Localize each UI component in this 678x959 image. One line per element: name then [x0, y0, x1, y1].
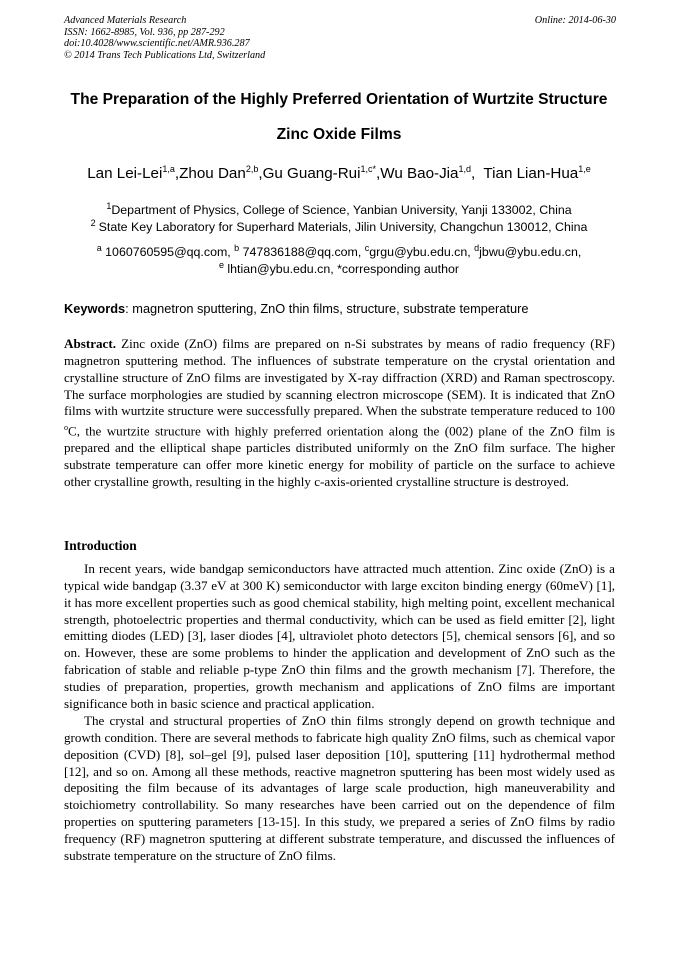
journal-name: Advanced Materials Research	[64, 15, 187, 26]
introduction-paragraph-1: In recent years, wide bandgap semiconductors have attracted much attention. Zinc oxide (ZnO) is a typical wide bandgap (3.37 eV at 300 K) semiconductor with large exciton binding energy (60meV) [1], it has more excellent properties such as good chemical stability, high melting point, excellent mechanical strength, photoelectric properties and thermal conductivity, which can be used as field emitter [2], light emitting diodes (LED) [3], laser diodes [4], ultraviolet photo detectors [5], chemical sensors [6], and so on. However, these are some problems to hinder the application and development of ZnO such as the fabrication of stable and reliable p-type ZnO thin films and the growth mechanism [7]. Therefore, the studies of preparation, properties, growth mechanism and applications of ZnO films are important significance both in basic science and practical application.	[64, 561, 615, 711]
issn-line: ISSN: 1662-8985, Vol. 936, pp 287-292	[64, 26, 225, 38]
copyright-line: © 2014 Trans Tech Publications Ltd, Switzerland	[64, 49, 266, 61]
email-marker: e	[218, 259, 224, 270]
email-address: 1060760595@qq.com,	[105, 245, 235, 259]
author-affiliation-marker: 1,c*	[360, 163, 377, 174]
paper-title-line-2: Zinc Oxide Films	[276, 126, 402, 143]
keywords-text: : magnetron sputtering, ZnO thin films, structure, substrate temperature	[125, 301, 529, 316]
email-marker: a	[96, 242, 102, 253]
author-separator: ,	[174, 165, 180, 182]
author-name: Zhou Dan	[179, 165, 246, 182]
author-separator: ,	[471, 165, 484, 182]
author-name: Lan Lei-Lei	[87, 165, 163, 182]
email-line-1	[40, 242, 638, 259]
author-separator: ,	[258, 165, 263, 182]
keywords-line	[64, 301, 528, 316]
introduction-paragraph-2: The crystal and structural properties of ZnO thin films strongly depend on growth technique and growth condition. There are several methods to fabricate high quality ZnO films, such as chemical vapor deposition (CVD) [8], sol–gel [9], pulsed laser deposition [10], sputtering [11] hydrothermal method [12], and so on. Among all these methods, reactive magnetron sputtering has been most widely used as depositing the film because of its advantages of large scale production, high maneuverability and stoichiometry controllability. So many researches have been carried out on the dependence of film properties on sputtering parameters [13-15]. In this study, we prepared a series of ZnO films by radio frequency (RF) magnetron sputtering at different substrate temperature, and discussed the influences of substrate temperature on the structure of ZnO films.	[64, 713, 615, 863]
affiliation-text: State Key Laboratory for Superhard Materials, Jilin University, Changchun 130012, China	[98, 220, 588, 234]
email-marker: b	[234, 242, 240, 253]
affiliation-marker: 2	[90, 217, 96, 228]
degree-marker: o	[64, 423, 68, 433]
publication-header	[64, 15, 616, 61]
email-address: lhtian@ybu.edu.cn, *corresponding author	[227, 262, 460, 276]
affiliation-marker: 1	[106, 200, 112, 211]
abstract-label: Abstract.	[64, 336, 116, 351]
affiliation-2	[40, 217, 638, 234]
abstract-text-part-2: C, the wurtzite structure with highly preferred orientation along the (002) plane of the ZnO film is prepared and the elliptical shape particles distributed uniformly on the ZnO film surface. The higher substrate temperature can offer more kinetic energy for mobility of particle on the surface to achieve other crystalline growth, resulting in the highly c-axis-oriented crystalline structure is destroyed.	[64, 423, 615, 490]
affiliation-1	[40, 200, 638, 217]
abstract-paragraph	[64, 336, 615, 491]
keywords-label: Keywords	[64, 301, 126, 316]
affiliation-text: Department of Physics, College of Science, Yanbian University, Yanji 133002, China	[111, 203, 572, 217]
online-date: Online: 2014-06-30	[534, 15, 616, 26]
author-name: Tian Lian-Hua	[483, 165, 579, 182]
email-address: grgu@ybu.edu.cn,	[369, 245, 475, 259]
author-affiliation-marker: 1,e	[578, 163, 591, 174]
author-affiliation-marker: 1,a	[162, 163, 175, 174]
author-name: Gu Guang-Rui	[262, 165, 361, 182]
email-address: jbwu@ybu.edu.cn,	[479, 245, 582, 259]
author-affiliation-marker: 1,d	[458, 163, 472, 174]
email-address: 747836188@qq.com,	[242, 245, 365, 259]
author-list	[30, 165, 648, 182]
author-name: Wu Bao-Jia	[380, 165, 459, 182]
paper-title-line-1: The Preparation of the Highly Preferred Orientation of Wurtzite Structure	[70, 91, 608, 108]
email-marker: c	[364, 242, 370, 253]
author-separator: ,	[376, 165, 381, 182]
introduction-heading: Introduction	[64, 538, 137, 553]
email-line-2	[40, 259, 638, 276]
abstract-text-part-1: Zinc oxide (ZnO) films are prepared on n-Si substrates by means of radio frequency (RF) magnetron sputtering method. The influences of substrate temperature on the crystal orientation and crystalline structure of ZnO films are investigated by X-ray diffraction (XRD) and Raman spectroscopy. The surface morphologies are studied by scanning electron microscope (SEM). It is indicated that ZnO films with wurtzite structure were successfully prepared. When the substrate temperature reduced to 100	[64, 336, 615, 419]
author-affiliation-marker: 2,b	[245, 163, 259, 174]
doi-line: doi:10.4028/www.scientific.net/AMR.936.287	[64, 38, 250, 50]
email-marker: d	[474, 242, 480, 253]
